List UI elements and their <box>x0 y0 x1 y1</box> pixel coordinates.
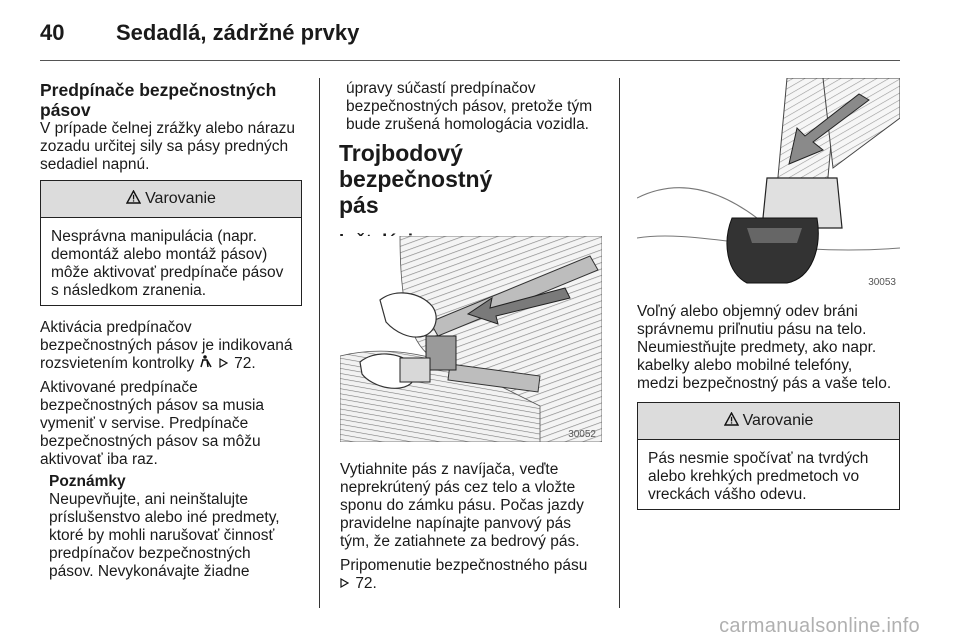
page-title: Sedadlá, zádržné prvky <box>116 20 360 45</box>
note-line: pásov. Nevykonávajte žiadne <box>49 563 250 580</box>
note-continuation <box>346 80 608 134</box>
note-title: Poznámky <box>49 473 126 490</box>
installation-line: pravidelne napínajte panvový pás <box>340 515 571 532</box>
warning-box-clothing <box>637 402 900 510</box>
page-reference[interactable]: 72. <box>234 355 256 372</box>
clothing-line: medzi bezpečnostný pás a vaše telo. <box>637 375 892 392</box>
installation-line: Vytiahnite pás z navíjača, veďte <box>340 461 559 478</box>
section-heading-pretensioners: Predpínače bezpečnostných pásov <box>40 80 277 120</box>
installation-text <box>340 461 610 593</box>
warning-line: s následkom zranenia. <box>51 282 207 299</box>
figure-number: 30052 <box>568 429 596 440</box>
clothing-line: správnemu priľnutiu pásu na telo. <box>637 321 867 338</box>
figure-number: 30053 <box>868 277 896 288</box>
clothing-line: kabelky alebo mobilné telefóny, <box>637 357 853 374</box>
activation-text: rozsvietením kontrolky <box>40 355 195 372</box>
figure-belt-buckle <box>637 78 900 290</box>
cross-reference-icon <box>340 575 349 593</box>
note-block <box>40 473 312 581</box>
column-divider-1 <box>319 78 320 608</box>
pretensioner-section <box>40 80 308 174</box>
clothing-line: Voľný alebo objemný odev bráni <box>637 303 858 320</box>
note-line: predpínačov bezpečnostných <box>49 545 251 562</box>
activated-line: Aktivované predpínače <box>40 379 198 396</box>
seatbelt-warning-lamp-icon <box>199 355 213 373</box>
activation-line: Aktivácia predpínačov <box>40 319 192 336</box>
activated-line: vymeniť v servise. Predpínače <box>40 415 249 432</box>
intro-line: sedadiel napnú. <box>40 156 150 173</box>
note-line: príslušenstvo alebo iné predmety, <box>49 509 280 526</box>
page-number: 40 <box>40 20 65 45</box>
activation-paragraph <box>40 319 312 581</box>
header-divider <box>40 60 900 61</box>
warning-line: alebo krehkých predmetoch vo <box>648 468 860 485</box>
activated-line: aktivovať iba raz. <box>40 451 158 468</box>
page-reference[interactable]: 72. <box>355 575 377 592</box>
activated-line: bezpečnostných pásov sa môžu <box>40 433 261 450</box>
warning-box-pretensioner <box>40 180 302 306</box>
warning-triangle-icon <box>724 412 739 431</box>
installation-line: tým, že zatiahnete za bedrový pás. <box>340 533 580 550</box>
watermark: carmanualsonline.info <box>719 615 920 637</box>
warning-title: Varovanie <box>742 412 814 429</box>
note-continuation-line: bezpečnostných pásov, pretože tým <box>346 98 593 115</box>
warning-line: Pás nesmie spočívať na tvrdých <box>648 450 869 467</box>
note-continuation-line: úpravy súčastí predpínačov <box>346 80 536 97</box>
reminder-ref-line <box>340 575 610 593</box>
note-continuation-line: bude zrušená homologácia vozidla. <box>346 116 589 133</box>
warning-header <box>41 181 301 218</box>
warning-body <box>41 218 301 308</box>
note-line: ktoré by mohli narušovať činnosť <box>49 527 275 544</box>
installation-line: sponu do zámku pásu. Počas jazdy <box>340 497 584 514</box>
warning-triangle-icon <box>126 190 141 209</box>
clothing-line: Neumiestňujte predmety, ako napr. <box>637 339 877 356</box>
note-line: Neupevňujte, ani neinštalujte <box>49 491 249 508</box>
activation-line <box>40 355 312 373</box>
column-divider-2 <box>619 78 620 608</box>
reminder-line: Pripomenutie bezpečnostného pásu <box>340 557 588 574</box>
warning-title: Varovanie <box>145 190 216 207</box>
warning-line: Nesprávna manipulácia (napr. <box>51 228 257 245</box>
warning-header <box>638 403 899 440</box>
section-heading-three-point-belt: Trojbodový bezpečnostný <box>339 140 493 192</box>
installation-line: neprekrútený pás cez telo a vložte <box>340 479 576 496</box>
figure-fastening-belt <box>340 236 602 442</box>
warning-line: demontáž alebo montáž pásov) <box>51 246 268 263</box>
belt-fastening-illustration <box>340 236 602 442</box>
warning-body <box>638 440 899 512</box>
section-heading-three-point-belt: pás <box>339 192 379 218</box>
warning-line: vreckách vášho odevu. <box>648 486 807 503</box>
activated-line: bezpečnostných pásov sa musia <box>40 397 265 414</box>
clothing-text <box>637 303 907 393</box>
activation-line: bezpečnostných pásov je indikovaná <box>40 337 293 354</box>
warning-line: môže aktivovať predpínače pásov <box>51 264 284 281</box>
intro-line: V prípade čelnej zrážky alebo nárazu <box>40 120 296 137</box>
cross-reference-icon <box>219 355 228 373</box>
intro-line: zozadu určitej sily sa pásy predných <box>40 138 289 155</box>
belt-buckle-illustration <box>637 78 900 290</box>
